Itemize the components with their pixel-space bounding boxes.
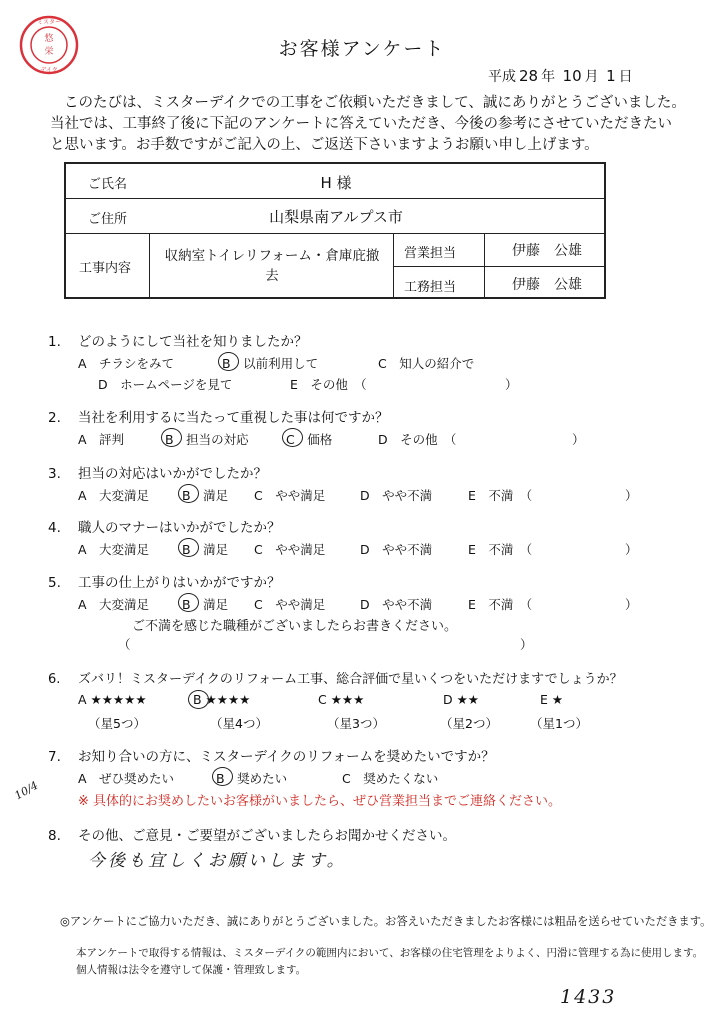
work-label: 工事内容 [79,261,132,276]
question-3: 3. 担当の対応はいかがでしたか？ [48,466,267,482]
date-month: 10 [562,67,582,85]
q6-option-d-label: （星2つ） [440,716,498,731]
q5-option-d[interactable]: D やや不満 [360,597,433,612]
q4-option-b[interactable]: B 満足 [182,542,229,557]
q6-option-a-label: （星5つ） [88,716,146,731]
q3-option-a[interactable]: A 大変満足 [78,488,150,503]
q6-option-e[interactable]: E ★ [540,692,564,707]
sales-rep-value: 伊藤 公雄 [512,243,582,259]
q4-option-e-close: ） [625,542,638,557]
q7-referral-note: ※ 具体的にお奨めしたいお客様がいましたら、ぜひ営業担当までご連絡ください。 [78,794,562,809]
address-value: 山梨県南アルプス市 [269,208,403,226]
engineering-rep-value: 伊藤 公雄 [512,277,582,293]
svg-text:栄: 栄 [44,47,54,57]
q5-answer-circle [178,593,199,612]
q1-option-e[interactable]: E その他 （ [290,377,367,392]
footer-privacy-line-2: 個人情報は法令を遵守して保護・管理致します。 [76,964,307,976]
q6-answer-circle [188,690,209,709]
q8-handwritten-answer[interactable]: 今後も宜しくお願いします。 [88,851,347,871]
intro-line-3: と思います。お手数ですがご記入の上、ご返送下さいますようお願い申し上げます。 [50,137,599,153]
document-number: 1433 [560,986,617,1008]
q3-option-d[interactable]: D やや不満 [360,488,433,503]
question-8: 8. その他、ご意見・ご要望がございましたらお聞かせください。 [48,828,456,844]
q3-option-e-close: ） [625,488,638,503]
q1-option-b[interactable]: B 以前利用して [222,356,319,371]
q3-answer-circle [178,484,199,503]
q4-option-a[interactable]: A 大変満足 [78,542,150,557]
q5-option-e-close: ） [625,597,638,612]
question-7: 7. お知り合いの方に、ミスターデイクのリフォームを奨めたいですか？ [48,749,495,765]
q5-option-c[interactable]: C やや満足 [254,597,326,612]
work-value-line2: 去 [265,268,279,284]
q6-option-a[interactable]: A ★★★★★ [78,692,147,707]
q5-option-b[interactable]: B 満足 [182,597,229,612]
name-label: ご氏名 [88,177,128,192]
q5-option-a[interactable]: A 大変満足 [78,597,150,612]
q7-option-a[interactable]: A ぜひ奨めたい [78,771,175,786]
engineering-rep-label: 工務担当 [404,280,457,295]
q2-option-c[interactable]: C 価格 [286,432,333,447]
q5-sub-close: ） [520,637,533,652]
intro-line-1: このたびは、ミスターデイクでの工事をご依頼いただきまして、誠にありがとうございました。 [64,95,686,111]
sales-rep-label: 営業担当 [404,246,457,261]
question-5: 5. 工事の仕上がりはいかがですか？ [48,575,281,591]
page-title: お客様アンケート [278,38,446,60]
q4-option-e[interactable]: E 不満 （ [468,542,533,557]
q6-option-e-label: （星1つ） [530,716,588,731]
q1-option-c[interactable]: C 知人の紹介で [378,356,475,371]
q2-option-d[interactable]: D その他 （ [378,432,457,447]
name-value: H 様 [320,174,352,192]
q6-option-b[interactable]: B ★★★★ [193,692,251,707]
q5-sub-prompt: ご不満を感じた職種がございましたらお書きください。 [132,619,458,634]
q3-option-c[interactable]: C やや満足 [254,488,326,503]
date-month-unit: 月 [584,69,599,85]
q1-option-d[interactable]: D ホームページを見て [98,377,233,392]
q2-answer-circle-b [161,428,182,447]
q5-option-e[interactable]: E 不満 （ [468,597,533,612]
q5-sub-open[interactable]: （ [118,637,131,652]
address-label: ご住所 [88,212,128,227]
question-6: 6. ズバリ！ミスターデイクのリフォーム工事、総合評価で星いくつをいただけますでしょうか？ [48,672,623,687]
date-day: 1 [606,67,616,85]
date-field [488,66,633,86]
q6-option-b-label: （星4つ） [210,716,268,731]
footer-privacy-line-1: 本アンケートで取得する情報は、ミスターデイクの範囲内において、お客様の住宅管理をよりよく、円滑に管理する為に使用します。 [76,947,704,959]
work-value-line1: 収納室トイレリフォーム・倉庫庇撤 [164,248,380,264]
q4-answer-circle [178,538,199,557]
date-year-unit: 年 [541,69,556,85]
q6-option-d[interactable]: D ★★ [443,692,480,707]
q7-option-b[interactable]: B 奨めたい [216,771,288,786]
q1-option-a[interactable]: A チラシをみて [78,356,175,371]
q4-option-d[interactable]: D やや不満 [360,542,433,557]
q2-option-d-close: ） [572,432,585,447]
q1-option-e-close: ） [505,377,518,392]
q6-option-c-label: （星3つ） [327,716,385,731]
q3-option-b[interactable]: B 満足 [182,488,229,503]
q2-option-a[interactable]: A 評判 [78,432,125,447]
customer-info-table [64,162,606,299]
q4-option-c[interactable]: C やや満足 [254,542,326,557]
q2-answer-circle-c [282,428,303,447]
footer-thanks: ◎アンケートにご協力いただき、誠にありがとうございました。お答えいただきましたお客様には粗品を送らせていただきます。 [60,915,712,928]
date-era: 平成 [488,69,516,85]
date-year: 28 [519,67,539,85]
question-4: 4. 職人のマナーはいかがでしたか？ [48,520,281,536]
q7-answer-circle [212,767,233,786]
intro-line-2: 当社では、工事終了後に下記のアンケートに答えていただき、今後の参考にさせていただきたい [50,116,673,132]
q2-option-b[interactable]: B 担当の対応 [165,432,249,447]
svg-text:デイク: デイク [40,67,58,74]
q7-option-c[interactable]: C 奨めたくない [342,771,439,786]
q3-option-e[interactable]: E 不満 （ [468,488,533,503]
q1-answer-circle [218,352,239,371]
q6-option-c[interactable]: C ★★★ [318,692,365,707]
margin-note: 10/4 [12,778,41,803]
question-2: 2. 当社を利用するに当たって重視した事は何ですか？ [48,410,389,426]
intro-paragraph [50,93,690,156]
question-1: 1. どのようにして当社を知りましたか？ [48,334,308,350]
date-day-unit: 日 [618,69,633,85]
svg-text:悠: 悠 [44,34,54,44]
svg-text:ミスター: ミスター [36,19,62,26]
